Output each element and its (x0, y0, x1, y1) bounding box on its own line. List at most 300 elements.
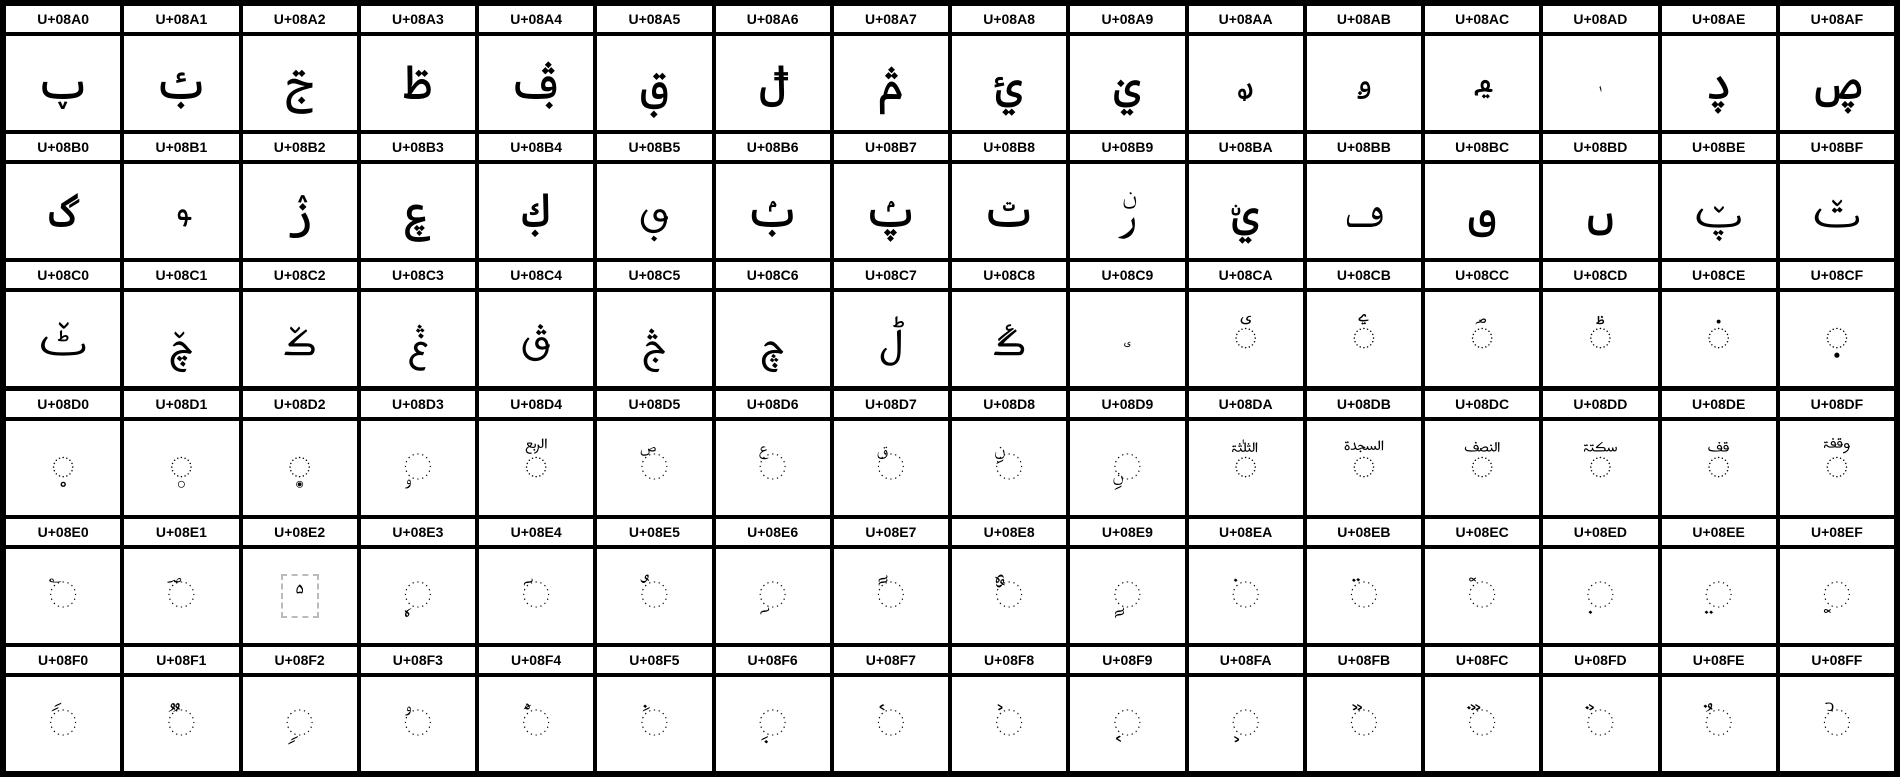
glyph-cell (952, 391, 1066, 515)
glyph-cell (1189, 391, 1303, 515)
glyph: ࢥ (640, 55, 669, 112)
glyph-cell (1425, 519, 1539, 643)
glyph-area (1780, 292, 1894, 386)
glyph: ◌ࣷ (876, 702, 906, 744)
glyph-area (1070, 36, 1184, 130)
codepoint-label: U+08AD (1543, 6, 1657, 32)
glyph: ࢰ (49, 183, 78, 240)
glyph-area (124, 677, 238, 771)
codepoint-label: U+08A3 (361, 6, 475, 32)
glyph-area (6, 292, 120, 386)
glyph-area (952, 421, 1066, 515)
glyph-cell (124, 6, 238, 130)
glyph: ◌ࣥ (640, 574, 669, 616)
glyph-area (1189, 421, 1303, 515)
glyph: ࢺ (1231, 183, 1260, 240)
codepoint-label: U+08A6 (716, 6, 830, 32)
glyph-area (1070, 421, 1184, 515)
glyph: ◌ࣱ (167, 702, 196, 744)
glyph-cell (1780, 647, 1894, 771)
glyph-area (1662, 549, 1776, 643)
glyph: ◌ࣦ (758, 574, 787, 616)
glyph-area (124, 421, 238, 515)
glyph-cell (6, 391, 120, 515)
glyph: ◌ࣹ (1113, 702, 1142, 744)
glyph: ࣅ (642, 311, 667, 368)
codepoint-label: U+08C4 (479, 262, 593, 288)
glyph-cell (1425, 6, 1539, 130)
glyph-area (1662, 421, 1776, 515)
codepoint-label: U+08C8 (952, 262, 1066, 288)
glyph: ࢠ (35, 55, 92, 112)
glyph-cell (1543, 391, 1657, 515)
glyph-area (597, 549, 711, 643)
codepoint-label: U+08D3 (361, 391, 475, 417)
glyph: ◌ࣾ (1704, 702, 1733, 744)
codepoint-label: U+08F3 (361, 647, 475, 673)
glyph-area (1307, 292, 1421, 386)
codepoint-label: U+08CD (1543, 262, 1657, 288)
glyph-area (479, 677, 593, 771)
glyph-cell (597, 134, 711, 258)
glyph: ࢼ (1468, 183, 1497, 240)
glyph-area (243, 36, 357, 130)
codepoint-label: U+08C9 (1070, 262, 1184, 288)
glyph-cell (1189, 647, 1303, 771)
codepoint-label: U+08B8 (952, 134, 1066, 160)
codepoint-label: U+08EC (1425, 519, 1539, 545)
codepoint-label: U+08F7 (834, 647, 948, 673)
glyph-area (1662, 36, 1776, 130)
glyph: ࣁ (169, 311, 194, 368)
glyph: ࢵ (639, 183, 670, 240)
glyph-area (1780, 421, 1894, 515)
glyph-area (1425, 677, 1539, 771)
glyph: ࢧ (876, 55, 905, 112)
codepoint-label: U+08F1 (124, 647, 238, 673)
glyph: ◌࣌ (1469, 318, 1495, 360)
glyph-area (597, 677, 711, 771)
glyph: ࢹ (1118, 183, 1137, 240)
codepoint-label: U+08E0 (6, 519, 120, 545)
codepoint-label: U+08BD (1543, 134, 1657, 160)
glyph-cell (1780, 391, 1894, 515)
codepoint-label: U+08B7 (834, 134, 948, 160)
glyph: ◌ࣙ (1113, 446, 1142, 488)
glyph: ◌࣋ (1351, 318, 1377, 360)
glyph-area (124, 36, 238, 130)
codepoint-label: U+08AC (1425, 6, 1539, 32)
codepoint-label: U+08E3 (361, 519, 475, 545)
glyph: ◌ࣺ (1231, 702, 1260, 744)
glyph (243, 549, 357, 643)
codepoint-label: U+08FE (1662, 647, 1776, 673)
glyph-area (716, 36, 830, 130)
glyph-area (1543, 164, 1657, 258)
glyph-area (834, 677, 948, 771)
glyph-area (1070, 164, 1184, 258)
glyph-cell (1070, 134, 1184, 258)
codepoint-label: U+08D2 (243, 391, 357, 417)
glyph-cell (243, 262, 357, 386)
codepoint-label: U+08D5 (597, 391, 711, 417)
glyph-cell (1780, 6, 1894, 130)
glyph-area (716, 292, 830, 386)
glyph-cell (124, 391, 238, 515)
glyph-cell (1425, 391, 1539, 515)
codepoint-label: U+08AB (1307, 6, 1421, 32)
glyph: ࣄ (521, 311, 552, 368)
glyph-cell (1662, 391, 1776, 515)
glyph: ◌࣯ (1822, 574, 1852, 616)
glyph-cell (1307, 6, 1421, 130)
glyph-cell (952, 647, 1066, 771)
glyph-area (834, 421, 948, 515)
codepoint-label: U+08DE (1662, 391, 1776, 417)
codepoint-label: U+08AA (1189, 6, 1303, 32)
glyph-cell (479, 6, 593, 130)
glyph-area (1780, 549, 1894, 643)
codepoint-label: U+08DD (1543, 391, 1657, 417)
codepoint-label: U+08DB (1307, 391, 1421, 417)
glyph: ◌࣠ (48, 574, 78, 616)
glyph: ࢢ (285, 55, 314, 112)
glyph: ◌ࣕ (640, 446, 669, 488)
glyph-area (1662, 677, 1776, 771)
glyph-cell (1543, 519, 1657, 643)
glyph-area (1662, 164, 1776, 258)
codepoint-label: U+08D7 (834, 391, 948, 417)
glyph: ◌࣫ (1349, 574, 1379, 616)
glyph-cell (1543, 134, 1657, 258)
glyph-cell (834, 391, 948, 515)
glyph: ࢻ (1344, 183, 1384, 240)
codepoint-label: U+08F9 (1070, 647, 1184, 673)
glyph-area (1543, 677, 1657, 771)
glyph-cell (716, 647, 830, 771)
glyph-area (716, 421, 830, 515)
codepoint-label: U+08DA (1189, 391, 1303, 417)
glyph-area (716, 549, 830, 643)
glyph: ◌ࣸ (994, 702, 1024, 744)
glyph: ࢣ (403, 55, 432, 112)
glyph: ◌࣭ (1586, 574, 1615, 616)
glyph-cell (597, 6, 711, 130)
codepoint-label: U+08F6 (716, 647, 830, 673)
glyph-area (834, 292, 948, 386)
codepoint-label: U+08A2 (243, 6, 357, 32)
glyph-area (716, 164, 830, 258)
glyph: ◌࣎ (1705, 318, 1732, 360)
glyph-cell (1425, 134, 1539, 258)
codepoint-label: U+08CA (1189, 262, 1303, 288)
glyph: ◌ࣼ (1467, 702, 1497, 744)
glyph-area (597, 292, 711, 386)
glyph-area (243, 421, 357, 515)
glyph-cell (1070, 6, 1184, 130)
glyph-cell (1307, 519, 1421, 643)
codepoint-label: U+08A5 (597, 6, 711, 32)
glyph-cell (479, 134, 593, 258)
glyph: ࢶ (744, 183, 801, 240)
glyph-cell (1780, 519, 1894, 643)
glyph: ◌ࣜ (1469, 446, 1495, 488)
glyph: ◌ࣰ (48, 702, 78, 744)
codepoint-label: U+08EF (1780, 519, 1894, 545)
codepoint-label: U+08D1 (124, 391, 238, 417)
glyph-area (1543, 292, 1657, 386)
glyph-cell (716, 6, 830, 130)
codepoint-label: U+08F5 (597, 647, 711, 673)
glyph: ◌ࣟ (1824, 446, 1850, 488)
codepoint-label: U+08CE (1662, 262, 1776, 288)
codepoint-label: U+08E4 (479, 519, 593, 545)
glyph: ࣉ (1123, 326, 1132, 352)
codepoint-label: U+08F0 (6, 647, 120, 673)
glyph-cell (361, 134, 475, 258)
glyph: ◌࣮ (1704, 574, 1733, 616)
glyph-cell (1780, 262, 1894, 386)
glyph: ࢸ (981, 183, 1038, 240)
glyph-cell (243, 647, 357, 771)
glyph-area (597, 36, 711, 130)
codepoint-label: U+08E2 (243, 519, 357, 545)
glyph-cell (1543, 262, 1657, 386)
glyph: ࢩ (1113, 55, 1142, 112)
glyph-cell (716, 134, 830, 258)
glyph: ࢬ (1473, 65, 1491, 101)
glyph: ◌ࣛ (1351, 446, 1377, 488)
glyph: ࢤ (508, 55, 565, 112)
codepoint-label: U+08CC (1425, 262, 1539, 288)
glyph-cell (1307, 647, 1421, 771)
glyph-area (952, 677, 1066, 771)
glyph-cell (1425, 262, 1539, 386)
glyph-area (1543, 549, 1657, 643)
glyph-area (6, 36, 120, 130)
glyph-cell (1780, 134, 1894, 258)
glyph-cell (1070, 262, 1184, 386)
codepoint-label: U+08EA (1189, 519, 1303, 545)
glyph-area (1425, 36, 1539, 130)
glyph-area (6, 549, 120, 643)
glyph-cell (479, 262, 593, 386)
glyph-area (243, 292, 357, 386)
codepoint-label: U+08A1 (124, 6, 238, 32)
glyph-cell (6, 6, 120, 130)
glyph-area (952, 36, 1066, 130)
glyph-cell (1070, 647, 1184, 771)
codepoint-label: U+08DC (1425, 391, 1539, 417)
glyph-cell (361, 519, 475, 643)
codepoint-label: U+08C3 (361, 262, 475, 288)
glyph-cell (479, 519, 593, 643)
glyph: ◌ࣧ (876, 574, 906, 616)
codepoint-label: U+08C7 (834, 262, 948, 288)
glyph-area (952, 292, 1066, 386)
codepoint-label: U+08FC (1425, 647, 1539, 673)
glyph-cell (597, 262, 711, 386)
codepoint-label: U+08EB (1307, 519, 1421, 545)
glyph: ࣆ (760, 311, 785, 368)
glyph-cell (6, 647, 120, 771)
glyph-area (1307, 164, 1421, 258)
glyph: ◌࣒ (286, 446, 313, 488)
glyph: ࢯ (1808, 55, 1865, 112)
glyph-area (1189, 36, 1303, 130)
glyph-area (1425, 164, 1539, 258)
glyph: ࢷ (862, 183, 919, 240)
glyph: ࢮ (1704, 55, 1733, 112)
codepoint-label: U+08ED (1543, 519, 1657, 545)
codepoint-label: U+08BB (1307, 134, 1421, 160)
glyph: ◌ࣞ (1705, 446, 1732, 488)
glyph-area (1780, 164, 1894, 258)
glyph-cell (834, 134, 948, 258)
glyph: ࢴ (522, 183, 551, 240)
glyph-area (1662, 292, 1776, 386)
glyph-area (361, 36, 475, 130)
glyph-area (716, 677, 830, 771)
glyph-cell (6, 262, 120, 386)
glyph-cell (361, 391, 475, 515)
glyph-cell (597, 519, 711, 643)
glyph: ◌ࣝ (1587, 446, 1614, 488)
glyph-area (361, 292, 475, 386)
glyph-cell (6, 519, 120, 643)
glyph: ࢱ (172, 193, 191, 229)
glyph-area (1189, 549, 1303, 643)
glyph: ◌࣪ (1231, 574, 1260, 616)
glyph-area (361, 164, 475, 258)
glyph-cell (834, 647, 948, 771)
glyph-area (952, 164, 1066, 258)
glyph: ◌ࣽ (1586, 702, 1615, 744)
glyph: ◌࣏ (1824, 318, 1850, 360)
codepoint-label: U+08AF (1780, 6, 1894, 32)
codepoint-label: U+08BF (1780, 134, 1894, 160)
codepoint-label: U+08BC (1425, 134, 1539, 160)
glyph: ࣂ (282, 311, 317, 368)
glyph-area (1189, 292, 1303, 386)
glyph-area (834, 549, 948, 643)
glyph-cell (597, 647, 711, 771)
glyph: ࢳ (403, 183, 432, 240)
glyph-area (1070, 292, 1184, 386)
codepoint-label: U+08B2 (243, 134, 357, 160)
codepoint-label: U+08C2 (243, 262, 357, 288)
glyph-cell (1189, 134, 1303, 258)
missing-glyph-box: ࣢ (281, 574, 319, 618)
codepoint-label: U+08C1 (124, 262, 238, 288)
glyph: ◌ࣔ (523, 446, 549, 488)
glyph-area (479, 292, 593, 386)
codepoint-label: U+08EE (1662, 519, 1776, 545)
codepoint-label: U+08FB (1307, 647, 1421, 673)
codepoint-label: U+08A8 (952, 6, 1066, 32)
glyph: ࢦ (758, 55, 787, 112)
glyph: ◌ࣖ (758, 446, 787, 488)
glyph-cell (597, 391, 711, 515)
glyph-cell (6, 134, 120, 258)
glyph-cell (124, 262, 238, 386)
glyph-area (1307, 677, 1421, 771)
codepoint-label: U+08B5 (597, 134, 711, 160)
glyph: ◌ࣵ (640, 702, 669, 744)
codepoint-label: U+08C6 (716, 262, 830, 288)
glyph-area (479, 421, 593, 515)
codepoint-label: U+08F4 (479, 647, 593, 673)
glyph-area (124, 164, 238, 258)
glyph-cell (243, 391, 357, 515)
glyph-cell (361, 262, 475, 386)
glyph-cell (124, 134, 238, 258)
glyph-cell (952, 519, 1066, 643)
glyph: ࢾ (1694, 183, 1743, 240)
glyph-cell (1543, 647, 1657, 771)
glyph: ࢫ (1355, 65, 1373, 101)
glyph-area (124, 549, 238, 643)
glyph-cell (1189, 6, 1303, 130)
glyph-area (1189, 164, 1303, 258)
glyph-area (1307, 36, 1421, 130)
glyph: ࢭ (1598, 70, 1603, 96)
codepoint-label: U+08A9 (1070, 6, 1184, 32)
glyph-area (243, 549, 357, 643)
glyph-cell (479, 391, 593, 515)
glyph: ࢲ (285, 183, 314, 240)
glyph: ◌࣬ (1467, 574, 1497, 616)
glyph-cell (1070, 391, 1184, 515)
glyph-cell (1189, 262, 1303, 386)
glyph-area (1070, 677, 1184, 771)
glyph-cell (716, 391, 830, 515)
codepoint-label: U+08A7 (834, 6, 948, 32)
glyph-area (479, 549, 593, 643)
glyph: ࣃ (407, 311, 429, 368)
glyph: ◌࣐ (50, 446, 76, 488)
glyph-cell (834, 262, 948, 386)
codepoint-label: U+08BE (1662, 134, 1776, 160)
glyph-cell (479, 647, 593, 771)
codepoint-label: U+08D6 (716, 391, 830, 417)
codepoint-label: U+08E5 (597, 519, 711, 545)
codepoint-label: U+08E7 (834, 519, 948, 545)
codepoint-label: U+08B1 (124, 134, 238, 160)
glyph: ◌ࣴ (521, 702, 551, 744)
glyph-cell (1662, 519, 1776, 643)
glyph: ◌࣡ (167, 574, 196, 616)
codepoint-label: U+08E8 (952, 519, 1066, 545)
glyph: ◌࣑ (168, 446, 195, 488)
glyph-area (243, 677, 357, 771)
glyph-area (1070, 549, 1184, 643)
codepoint-label: U+08B9 (1070, 134, 1184, 160)
glyph-area (952, 549, 1066, 643)
codepoint-label: U+08B3 (361, 134, 475, 160)
glyph-cell (124, 519, 238, 643)
glyph-area (1307, 549, 1421, 643)
codepoint-label: U+08E6 (716, 519, 830, 545)
glyph: ࢽ (1586, 183, 1615, 240)
glyph-area (834, 36, 948, 130)
glyph: ࣀ (39, 311, 87, 368)
codepoint-label: U+08D8 (952, 391, 1066, 417)
codepoint-label: U+08FA (1189, 647, 1303, 673)
glyph: ◌ࣳ (403, 702, 433, 744)
glyph-area (1543, 421, 1657, 515)
glyph-area (1425, 421, 1539, 515)
